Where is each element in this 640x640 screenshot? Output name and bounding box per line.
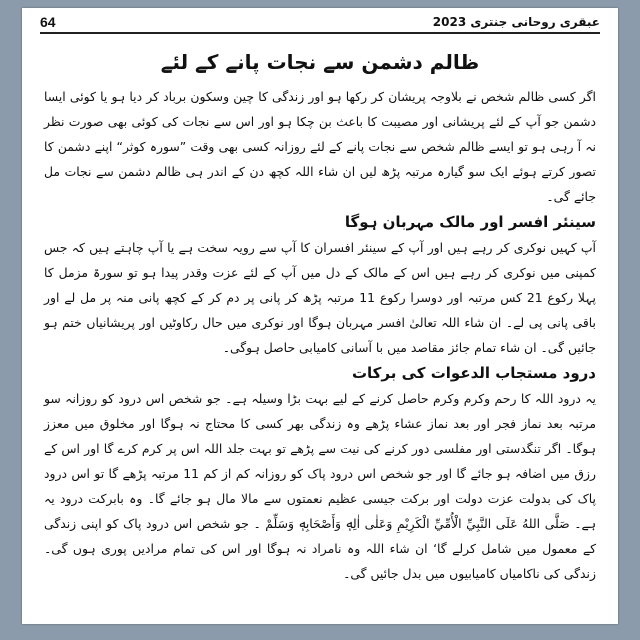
page-header bbox=[40, 12, 600, 34]
intro-paragraph: اگر کسی ظالم شخص نے بلاوجہ پریشان کر رکھا ہو اور زندگی کا چین وسکون برباد کر دیا ہو یا کوئی ایسا دشمن جو آپ کے لئے پریشانی اور مصیبت کا باعث بن چکا ہو اور اس سے نجات کی کوئی بھی صورت نظر نہ آ رہی ہو تو ایسے ظالم شخص سے نجات پانے کے لئے روزانہ کسی بھی وقت ”سورہ کوثر“ اپنے دشمن کا تصور کرتے ہوئے ایک سو گیارہ مرتبہ پڑھ لیں ان شاء اللہ کچھ دن کے اندر ہی ظالم دشمن سے نجات مل جائے گی۔ bbox=[44, 89, 596, 204]
page-number: 64 bbox=[40, 14, 56, 30]
publication-title: عبقری روحانی جنتری 2023 bbox=[432, 15, 600, 29]
section-heading-durood: درود مستجاب الدعوات کی برکات bbox=[351, 364, 596, 382]
article-content bbox=[44, 38, 596, 616]
document-page bbox=[22, 8, 618, 624]
section-body-senior-officer: آپ کہیں نوکری کر رہے ہیں اور آپ کے سینئر افسران کا آپ سے رویہ سخت ہے یا آپ چاہتے ہیں کہ جس کمپنی میں نوکری کر رہے ہیں اس کے مالک کے دل میں آپ کے لئے عزت وقدر پیدا ہو تو سورۃ مزمل کا پہلا رکوع 21 کس مرتبہ اور دوسرا رکوع 11 مرتبہ پڑھ کر پانی پر دم کر کے کچھ پانی منہ پر مل لے اور باقی پانی پی لے۔ ان شاء اللہ تعالیٰ افسر مہربان ہوگا اور نوکری میں حال رکاوٹیں اور پریشانیاں ختم ہو جائیں گی۔ ان شاء تمام جائز مقاصد میں با آسانی کامیابی حاصل ہوگی۔ bbox=[44, 240, 596, 355]
article-title: ظالم دشمن سے نجات پانے کے لئے bbox=[160, 50, 480, 74]
section-body-durood: یہ درود اللہ کا رحم وکرم وکرم حاصل کرنے کے لیے بہت بڑا وسیلہ ہے۔ جو شخص اس درود کو روزانہ سو مرتبہ بعد نماز فجر اور بعد نماز عشاء پڑھے وہ زندگی بھر کسی کا محتاج نہ ہوگا اور مخلوق میں معزز ہوگا۔ اگر تنگدستی اور مفلسی دور کرنے کی نیت سے پڑھے تو بہت جلد اللہ اس پر کرم کرے گا اور اس کے رزق میں اضافہ ہو جائے گا اور جو شخص اس درود پاک کو روزانہ کم از کم 11 مرتبہ پڑھے گا تو اس درود پاک کی بدولت عزت دولت اور برکت جیسی عظیم نعمتوں سے مالا مال ہو جائے گا۔ وہ بابرکت درود یہ ہے۔ صَلَّى اللهُ عَلَى النَّبِيِّ الْأُمِّيِّ الْكَرِيْمِ وَعَلٰى اٰلِهٖ وَأَصْحَابِهٖ وَسَلِّمْ ۔ جو شخص اس درود پاک کو اپنی زندگی کے معمول میں شامل کرلے گا‘ ان شاء اللہ وہ نامراد نہ ہوگا اور اس کی تمام مرادیں پوری ہوں گی۔ زندگی کی ناکامیاں کامیابیوں میں بدل جائیں گی۔ bbox=[44, 391, 596, 581]
section-heading-senior-officer: سینئر افسر اور مالک مہربان ہوگا bbox=[344, 213, 596, 231]
